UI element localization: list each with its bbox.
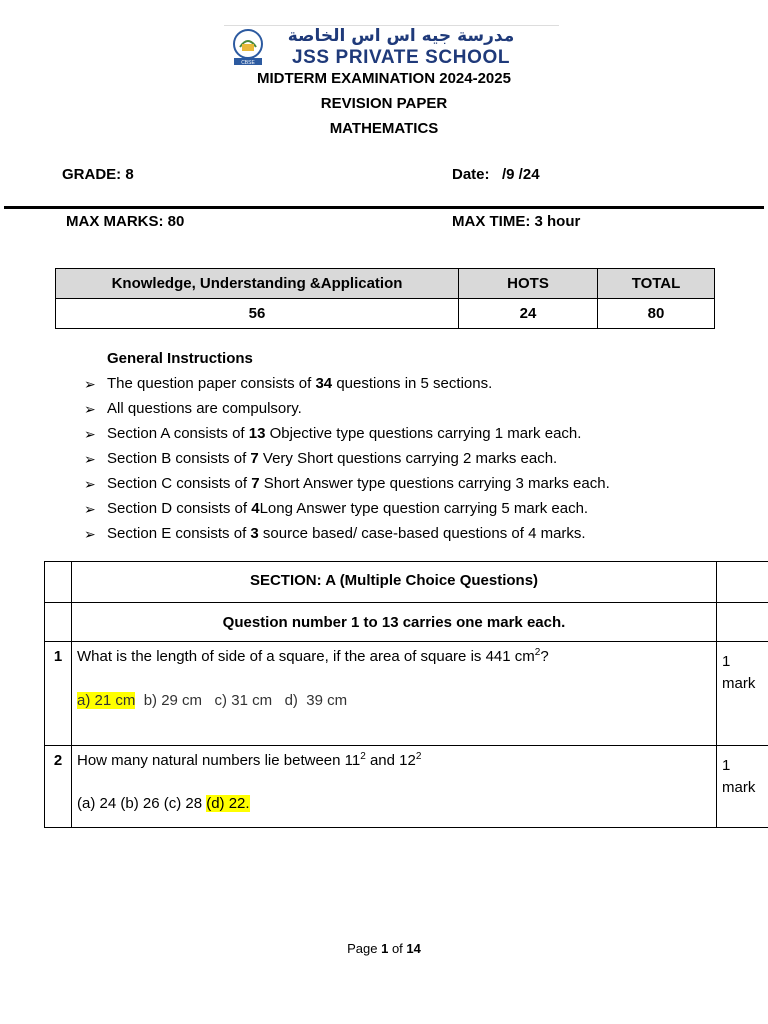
list-item: ➢ Section C consists of 7 Short Answer type questions carrying 3 marks each. <box>84 475 610 492</box>
value-cell-knowledge: 56 <box>56 299 459 329</box>
instructions-title: General Instructions <box>107 350 253 367</box>
table-row <box>45 746 768 828</box>
list-item: ➢ Section D consists of 4Long Answer type question carrying 5 mark each. <box>84 500 589 517</box>
page-number-footer: Page 1 of 14 <box>347 941 421 956</box>
marks-distribution-table <box>55 268 715 329</box>
table-header-row <box>56 269 715 299</box>
header-cell-hots: HOTS <box>459 269 598 299</box>
arrow-bullet-icon: ➢ <box>84 401 96 417</box>
list-item: ➢ All questions are compulsory. <box>84 400 302 417</box>
section-a-title: SECTION: A (Multiple Choice Questions) <box>72 562 717 603</box>
date-field: Date: /9 /24 <box>452 166 540 183</box>
question-number: 2 <box>45 746 72 828</box>
question-cell <box>72 746 717 828</box>
instructions-list <box>84 374 724 549</box>
answer-option-highlighted: a) 21 cm <box>77 692 136 709</box>
arrow-bullet-icon: ➢ <box>84 476 96 492</box>
question-cell <box>72 642 717 746</box>
section-subtitle-row <box>45 603 768 642</box>
svg-text:CBSE: CBSE <box>241 60 255 66</box>
subject-title: MATHEMATICS <box>329 120 439 137</box>
question-options: a) 21 cm b) 29 cm c) 31 cm d) 39 cm <box>77 692 348 709</box>
max-time-field: MAX TIME: 3 hour <box>452 213 581 230</box>
section-a-table <box>44 561 768 828</box>
list-item: ➢ Section E consists of 3 source based/ case-based questions of 4 marks. <box>84 525 586 542</box>
arrow-bullet-icon: ➢ <box>84 526 96 542</box>
school-name-arabic: مدرسة جيه اس اس الخاصة <box>287 26 515 46</box>
arrow-bullet-icon: ➢ <box>84 426 96 442</box>
header-divider <box>4 206 764 209</box>
list-item: ➢ Section B consists of 7 Very Short questions carrying 2 marks each. <box>84 450 558 467</box>
question-number: 1 <box>45 642 72 746</box>
list-item: ➢ Section A consists of 13 Objective type questions carrying 1 mark each. <box>84 425 582 442</box>
max-marks-field: MAX MARKS: 80 <box>66 213 185 230</box>
answer-option-highlighted: (d) 22. <box>206 795 250 812</box>
value-cell-hots: 24 <box>459 299 598 329</box>
paper-type: REVISION PAPER <box>320 95 448 112</box>
section-a-subtitle: Question number 1 to 13 carries one mark each. <box>72 603 717 642</box>
arrow-bullet-icon: ➢ <box>84 376 96 392</box>
list-item: ➢ The question paper consists of 34 questions in 5 sections. <box>84 375 493 392</box>
header-cell-total: TOTAL <box>598 269 715 299</box>
marks-cell: 1 mark <box>717 746 768 828</box>
arrow-bullet-icon: ➢ <box>84 451 96 467</box>
header-cell-knowledge: Knowledge, Understanding &Application <box>56 269 459 299</box>
marks-cell: 1 mark <box>717 642 768 746</box>
question-options: (a) 24 (b) 26 (c) 28 (d) 22. <box>77 795 250 812</box>
exam-title: MIDTERM EXAMINATION 2024-2025 <box>257 70 511 87</box>
grade-field: GRADE: 8 <box>62 166 134 183</box>
value-cell-total: 80 <box>598 299 715 329</box>
arrow-bullet-icon: ➢ <box>84 501 96 517</box>
question-text: How many natural numbers lie between $11^2$ and $12^2$ <box>77 751 422 769</box>
school-emblem-icon <box>228 27 268 67</box>
table-row <box>45 642 768 746</box>
table-row <box>56 299 715 329</box>
school-name-english: JSS PRIVATE SCHOOL <box>291 47 511 68</box>
question-text: What is the length of side of a square, if the area of square is 441 $cm^2$? <box>77 647 549 665</box>
section-title-row <box>45 562 768 603</box>
